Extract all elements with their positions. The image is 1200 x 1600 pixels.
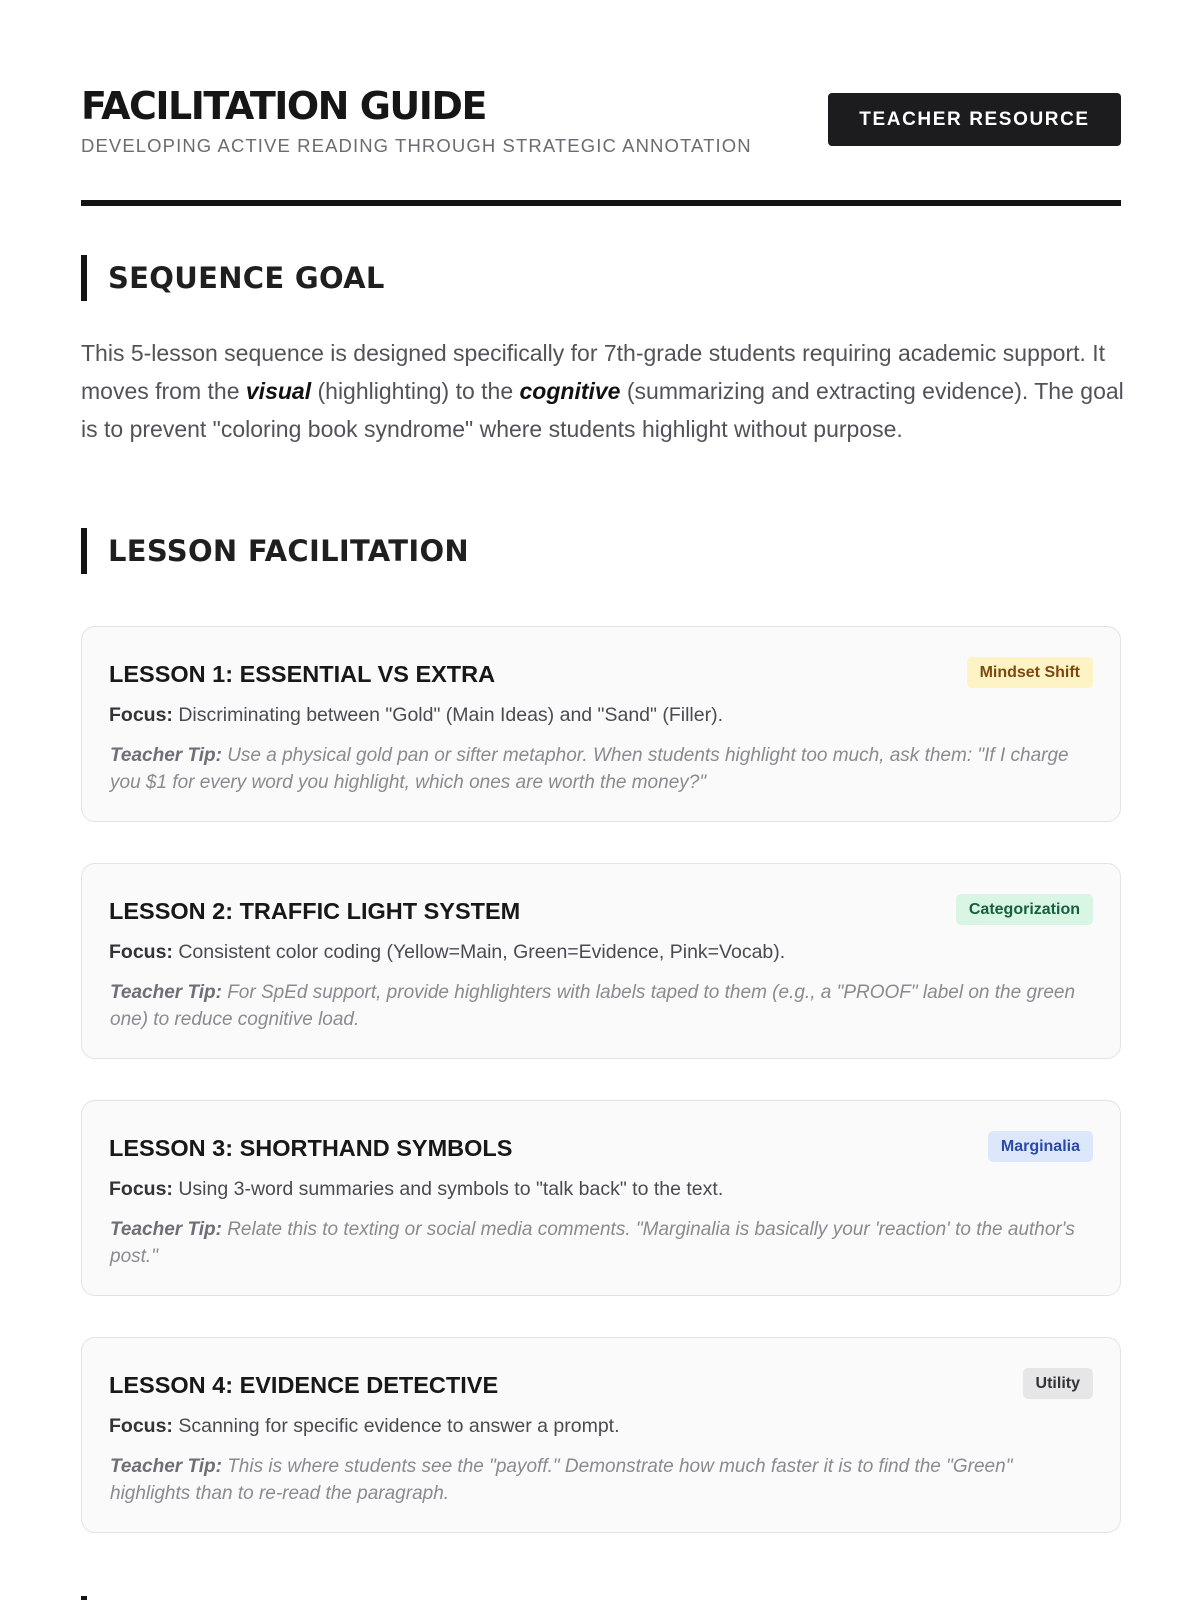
guide-header: [81, 84, 1121, 156]
tip-text: For SpEd support, provide highlighters with labels taped to them (e.g., a "PROOF" label on the green one) to reduce cognitive load.: [110, 982, 1076, 1030]
header-divider: [81, 200, 1121, 206]
page-subtitle: DEVELOPING ACTIVE READING THROUGH STRATEGIC ANNOTATION: [81, 135, 752, 156]
lesson-tag: Marginalia: [988, 1131, 1093, 1162]
focus-label: Focus:: [109, 1178, 173, 1200]
focus-label: Focus:: [109, 1415, 173, 1437]
lesson-title: LESSON 3: SHORTHAND SYMBOLS: [109, 1135, 513, 1161]
lesson-title: LESSON 2: TRAFFIC LIGHT SYSTEM: [109, 898, 521, 924]
lesson-facilitation-heading-text: LESSON FACILITATION: [108, 534, 469, 568]
focus-text: Consistent color coding (Yellow=Main, Green=Evidence, Pink=Vocab).: [178, 941, 786, 963]
goal-text-part: (highlighting) to the: [311, 378, 520, 404]
lesson-focus: [109, 1178, 723, 1201]
teacher-tip: [110, 1216, 1095, 1270]
lesson-focus: [109, 941, 785, 964]
lesson-tag: Mindset Shift: [967, 657, 1093, 688]
goal-text-part: (summarizing and extracting evidence). The goal is to prevent "coloring book syndrome" where students highlight without purpose.: [81, 378, 1124, 442]
tip-text: Use a physical gold pan or sifter metaphor. When students highlight too much, ask them: "If I charge you $1 for every word you highlight, which ones are worth the money?": [110, 745, 1069, 793]
tip-text: Relate this to texting or social media comments. "Marginalia is basically your 'reaction' to the author's post.": [110, 1219, 1075, 1267]
lesson-focus: [109, 1415, 620, 1438]
lesson-title: LESSON 4: EVIDENCE DETECTIVE: [109, 1372, 499, 1398]
focus-label: Focus:: [109, 941, 173, 963]
focus-text: Discriminating between "Gold" (Main Ideas) and "Sand" (Filler).: [178, 704, 724, 726]
focus-text: Using 3-word summaries and symbols to "talk back" to the text.: [178, 1178, 724, 1200]
lesson-card: [81, 1337, 1121, 1533]
lesson-facilitation-heading: [81, 528, 469, 574]
sequence-goal-paragraph: [81, 334, 1126, 448]
tip-label: Teacher Tip:: [110, 1456, 222, 1477]
teacher-resource-badge: TEACHER RESOURCE: [828, 93, 1121, 146]
heading-accent-bar: [81, 255, 87, 301]
goal-emphasis-cognitive: cognitive: [519, 378, 621, 404]
teacher-tip: [110, 1453, 1095, 1507]
lesson-card: [81, 863, 1121, 1059]
lesson-card: [81, 626, 1121, 822]
goal-emphasis-visual: visual: [245, 378, 312, 404]
focus-text: Scanning for specific evidence to answer a prompt.: [178, 1415, 620, 1437]
lesson-card: [81, 1100, 1121, 1296]
lesson-title: LESSON 1: ESSENTIAL VS EXTRA: [109, 661, 496, 687]
goal-text-part: This 5-lesson sequence is designed specifically for 7th-grade students requiring academic support. It moves from the: [81, 340, 1106, 404]
focus-label: Focus:: [109, 704, 173, 726]
sequence-goal-heading-text: SEQUENCE GOAL: [108, 261, 385, 295]
teacher-tip: [110, 742, 1095, 796]
heading-accent-bar: [81, 528, 87, 574]
lesson-tag: Categorization: [956, 894, 1093, 925]
tip-label: Teacher Tip:: [110, 982, 222, 1003]
lesson-tag: Utility: [1023, 1368, 1093, 1399]
tip-text: This is where students see the "payoff." Demonstrate how much faster it is to find the "Green" highlights than to re-read the paragraph.: [110, 1456, 1013, 1504]
heading-accent-bar: [81, 1596, 87, 1600]
page-title: FACILITATION GUIDE: [81, 84, 486, 128]
tip-label: Teacher Tip:: [110, 1219, 222, 1240]
tip-label: Teacher Tip:: [110, 745, 222, 766]
teacher-tip: [110, 979, 1095, 1033]
lesson-focus: [109, 704, 723, 727]
sequence-goal-heading: [81, 255, 385, 301]
